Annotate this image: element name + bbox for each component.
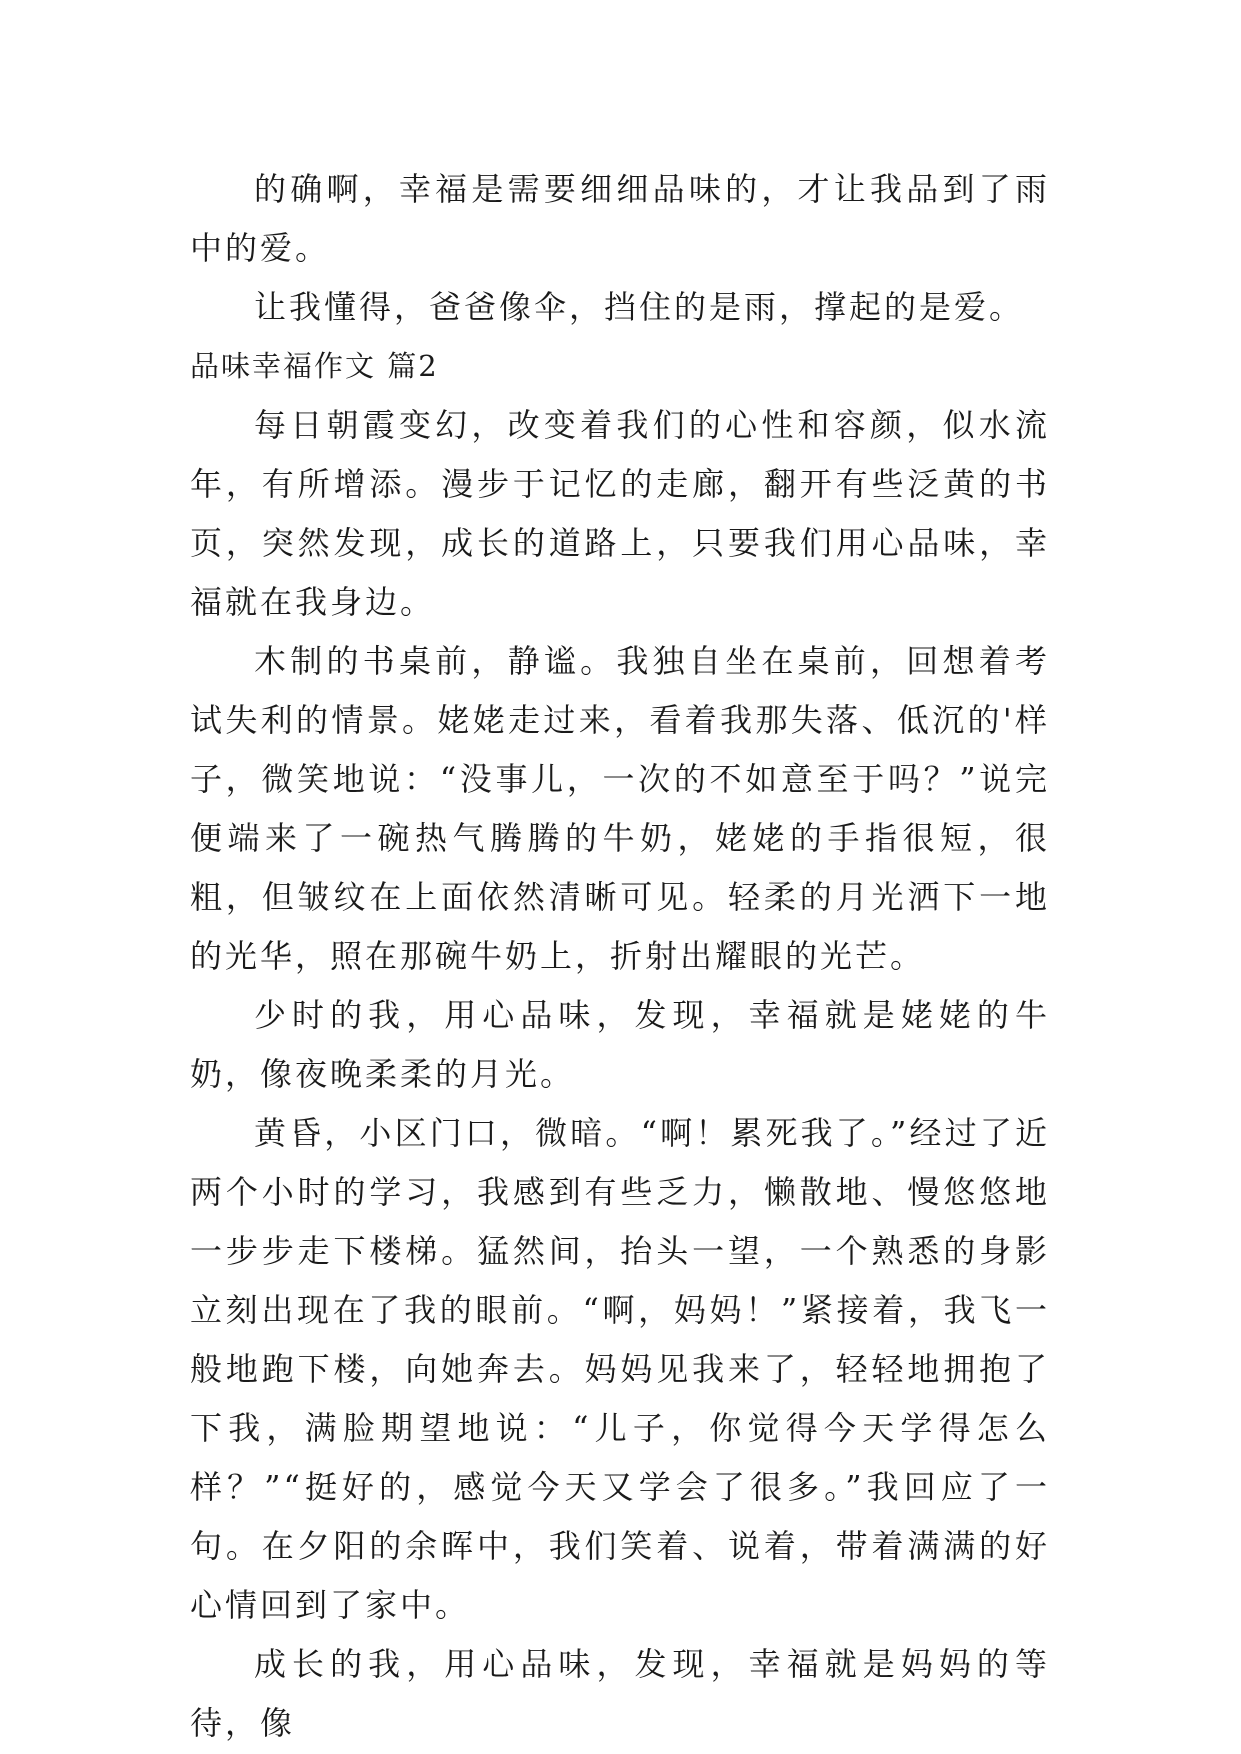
paragraph: 黄昏，小区门口，微暗。“啊！累死我了。”经过了近两个小时的学习，我感到有些乏力，懒散地、慢悠悠地一步步走下楼梯。猛然间，抬头一望，一个熟悉的身影立刻出现在了我的眼前。“啊，妈妈！”紧接着，我飞一般地跑下楼，向她奔去。妈妈见我来了，轻轻地拥抱了下我，满脸期望地说：“儿子，你觉得今天学得怎么样？”“挺好的，感觉今天又学会了很多。”我回应了一句。在夕阳的余晖中，我们笑着、说着，带着满满的好心情回到了家中。 (190, 1114, 1050, 1624)
paragraph: 少时的我，用心品味，发现，幸福就是姥姥的牛奶，像夜晚柔柔的月光。 (190, 996, 1050, 1093)
paragraph: 的确啊，幸福是需要细细品味的，才让我品到了雨中的爱。 (190, 170, 1050, 267)
paragraph: 成长的我，用心品味，发现，幸福就是妈妈的等待，像 (190, 1645, 1050, 1742)
section-heading: 品味幸福作文 篇2 (190, 349, 439, 383)
document-page (190, 160, 1050, 1753)
paragraph: 让我懂得，爸爸像伞，挡住的是雨，撑起的是爱。 (254, 288, 1025, 326)
paragraph: 每日朝霞变幻，改变着我们的心性和容颜，似水流年，有所增添。漫步于记忆的走廊，翻开有些泛黄的书页，突然发现，成长的道路上，只要我们用心品味，幸福就在我身边。 (190, 406, 1050, 621)
paragraph: 木制的书桌前，静谧。我独自坐在桌前，回想着考试失利的情景。姥姥走过来，看着我那失落、低沉的'样子，微笑地说：“没事儿，一次的不如意至于吗？”说完便端来了一碗热气腾腾的牛奶，姥姥的手指很短，很粗，但皱纹在上面依然清晰可见。轻柔的月光洒下一地的光华，照在那碗牛奶上，折射出耀眼的光芒。 (190, 642, 1050, 975)
